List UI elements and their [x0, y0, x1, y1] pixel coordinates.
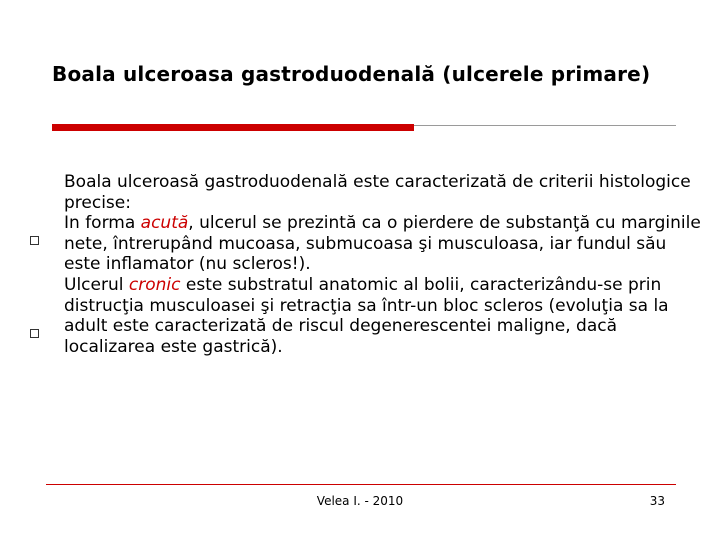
page-number: 33: [649, 494, 665, 508]
title-underline-rule: [414, 125, 676, 126]
acute-text-lead: In forma: [64, 213, 141, 234]
acute-text-rest: , ulcerul se prezintă ca o pierdere de substanţă cu marginile nete, întrerupând mucoasa, submucoasa şi musculoasa, iar fundul său este inflamator (nu scleros!).: [64, 213, 701, 275]
chronic-form-paragraph: [64, 275, 704, 357]
slide-title: Boala ulceroasa gastroduodenală (ulcerele primare): [52, 62, 651, 86]
acute-term: acută: [140, 213, 189, 234]
title-underline-accent: [52, 124, 414, 131]
slide-body: [64, 172, 704, 357]
bullet-square-icon: [30, 236, 39, 245]
acute-form-paragraph: [64, 213, 704, 275]
footer-rule: [46, 484, 676, 485]
bullet-square-icon: [30, 329, 39, 338]
intro-text: Boala ulceroasă gastroduodenală este caracterizată de criterii histologice precise:: [64, 172, 691, 213]
chronic-text-lead: Ulcerul: [64, 274, 129, 295]
chronic-term: cronic: [128, 274, 181, 295]
footer-author: Velea I. - 2010: [316, 494, 404, 508]
chronic-text-rest: este substratul anatomic al bolii, caracterizându-se prin distrucţia musculoasei şi retracţia sa într-un bloc scleros (evoluţia sa la adult este caracterizată de riscul degenerescentei maligne, dacă localizarea este gastrică).: [64, 274, 669, 357]
intro-paragraph: [64, 172, 704, 213]
